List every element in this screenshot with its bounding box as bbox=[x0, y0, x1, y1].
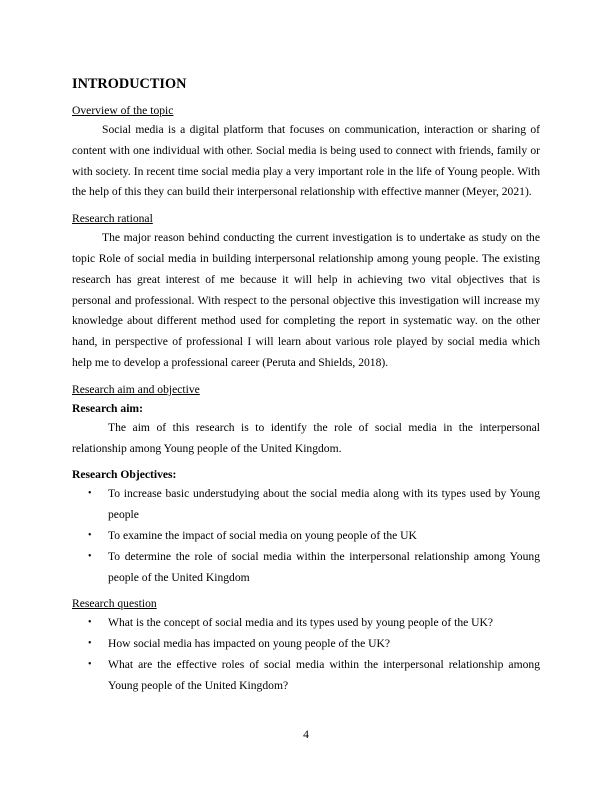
list-item-text: To examine the impact of social media on young people of the UK bbox=[108, 528, 417, 542]
page-number: 4 bbox=[303, 728, 309, 741]
questions-list bbox=[72, 613, 540, 696]
rational-paragraph: The major reason behind conducting the current investigation is to undertake as study on the topic Role of social media in building interpersonal relationship among young people. The existing research has great interest of me because it will help in achieving two vital objectives that is personal and professional. With respect to the personal objective this investigation will increase my knowledge about different method used for completing the report in systematic way. on the other hand, in perspective of professional I will learn about various role played by social media which help me to develop a professional career (Peruta and Shields, 2018). bbox=[72, 231, 540, 369]
list-item bbox=[72, 526, 540, 547]
list-item-text: What is the concept of social media and its types used by young people of the UK? bbox=[108, 616, 494, 630]
bullet-icon: • bbox=[88, 488, 92, 500]
list-item-text: How social media has impacted on young people of the UK? bbox=[108, 637, 391, 651]
research-question-heading: Research question bbox=[72, 597, 157, 611]
page-title: INTRODUCTION bbox=[72, 76, 187, 92]
list-item bbox=[72, 547, 540, 589]
document-page bbox=[72, 74, 540, 703]
research-aim-label: Research aim: bbox=[72, 401, 143, 415]
list-item-text: What are the effective roles of social media within the interpersonal relationship among Young people of the United Kingdom? bbox=[108, 657, 540, 692]
objectives-list bbox=[72, 484, 540, 588]
list-item-text: To increase basic understudying about the social media along with its types used by Young people bbox=[108, 487, 540, 522]
rational-heading: Research rational bbox=[72, 212, 153, 226]
overview-heading: Overview of the topic bbox=[72, 104, 174, 117]
list-item bbox=[72, 613, 540, 634]
list-item-text: To determine the role of social media within the interpersonal relationship among Young people of the United Kingdom bbox=[108, 549, 540, 584]
aim-objective-heading: Research aim and objective bbox=[72, 382, 200, 396]
list-item bbox=[72, 484, 540, 526]
overview-paragraph: Social media is a digital platform that focuses on communication, interaction or sharing of content with one individual with other. Social media is being used to connect with friends, family or with society. In recent time social media play a very important role in the life of Young people. With the help of this they can build their interpersonal relationship with effective manner (Meyer, 2021). bbox=[72, 123, 540, 199]
bullet-icon: • bbox=[88, 617, 92, 629]
list-item bbox=[72, 655, 540, 697]
list-item bbox=[72, 634, 540, 655]
bullet-icon: • bbox=[88, 529, 92, 541]
research-aim-paragraph: The aim of this research is to identify the role of social media in the interpersonal relationship among Young people of the United Kingdom. bbox=[72, 420, 540, 455]
bullet-icon: • bbox=[88, 638, 92, 650]
bullet-icon: • bbox=[88, 658, 92, 670]
research-objectives-label: Research Objectives: bbox=[72, 468, 177, 482]
bullet-icon: • bbox=[88, 550, 92, 562]
